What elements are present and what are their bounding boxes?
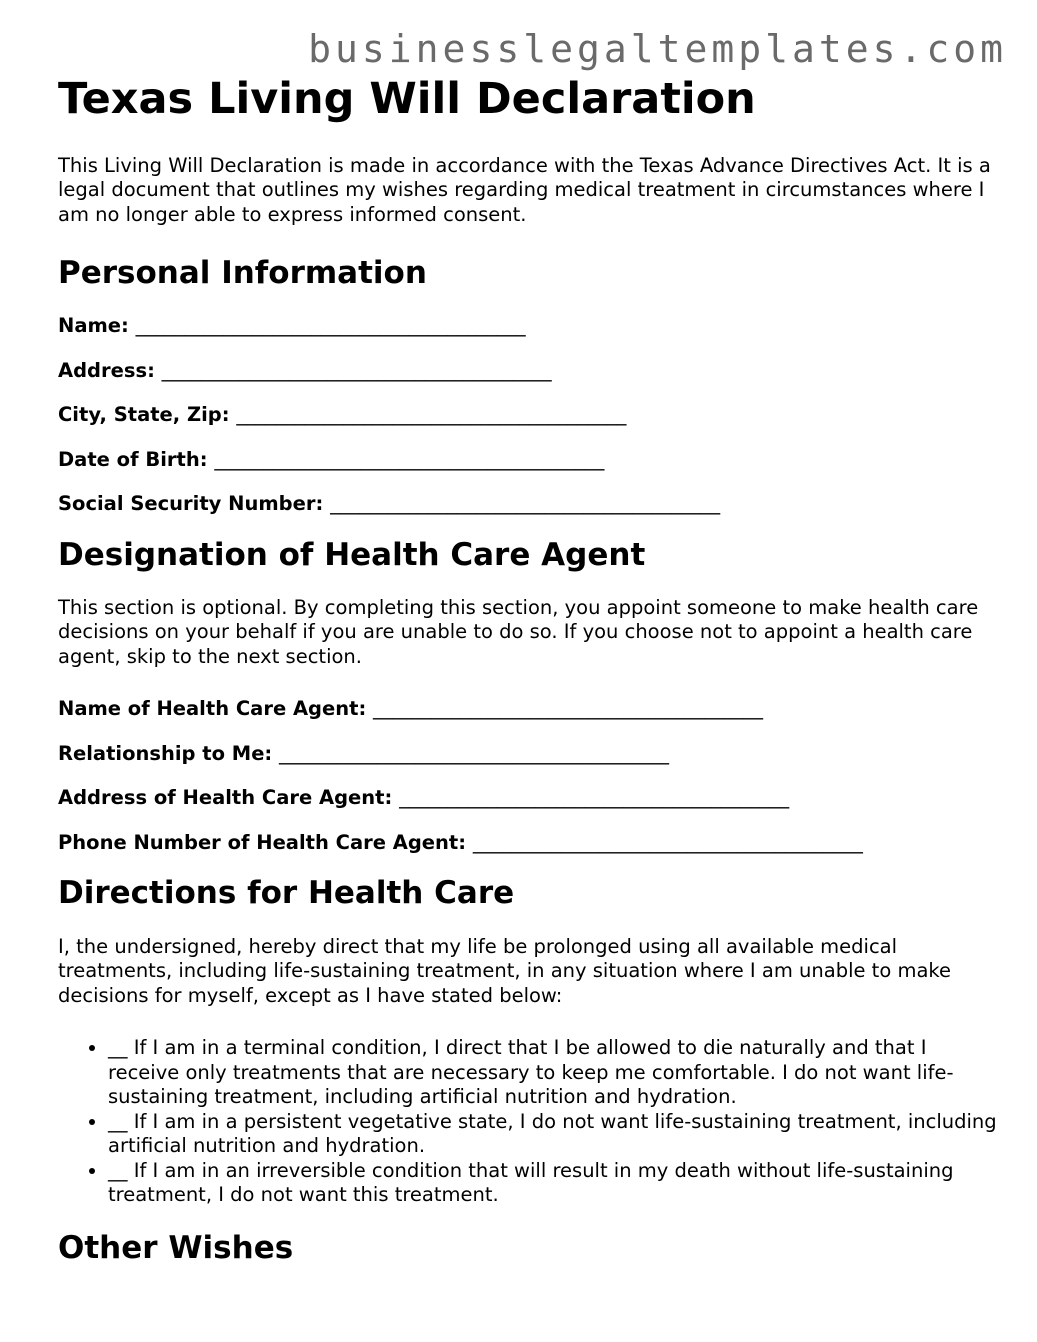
name-field[interactable] [58, 314, 998, 338]
personal-information-heading: Personal Information [58, 255, 427, 292]
agent-phone-field[interactable] [58, 831, 998, 855]
field-label: Address: [58, 358, 155, 382]
field-label: Name: [58, 314, 129, 338]
field-label: City, State, Zip: [58, 403, 230, 427]
directions-heading: Directions for Health Care [58, 875, 515, 912]
document-page [58, 74, 998, 1289]
field-label: Relationship to Me: [58, 741, 273, 765]
watermark: businesslegaltemplates.com [308, 27, 1007, 71]
agent-address-field[interactable] [58, 786, 998, 810]
field-blank[interactable]: ________________________________________ [214, 447, 605, 471]
field-label: Date of Birth: [58, 447, 208, 471]
field-blank[interactable]: ________________________________________ [236, 403, 627, 427]
field-label: Social Security Number: [58, 492, 324, 516]
address-field[interactable] [58, 359, 998, 383]
directions-description: I, the undersigned, hereby direct that my life be prolonged using all available medical treatments, including life-sustaining treatment, in any situation where I am unable to make decisions for myself, except as I have stated below: [58, 934, 952, 1007]
directions-option[interactable]: • __ If I am in a persistent vegetative state, I do not want life-sustaining treatment, including artificial nutrition and hydration. [108, 1110, 998, 1159]
field-blank[interactable]: ________________________________________ [330, 492, 721, 516]
field-blank[interactable]: ________________________________________ [399, 786, 790, 810]
intro-paragraph: This Living Will Declaration is made in accordance with the Texas Advance Directives Act. It is a legal document that outlines my wishes regarding medical treatment in circumstances where I am no longer able to express informed consent. [58, 153, 991, 226]
field-blank[interactable]: ________________________________________ [135, 314, 526, 338]
directions-section [58, 875, 998, 1207]
field-label: Phone Number of Health Care Agent: [58, 830, 467, 854]
document-title: Texas Living Will Declaration [58, 74, 756, 124]
field-blank[interactable]: ________________________________________ [472, 830, 863, 854]
field-label: Name of Health Care Agent: [58, 697, 367, 721]
city-state-zip-field[interactable] [58, 403, 998, 427]
agent-description: This section is optional. By completing this section, you appoint someone to make health care decisions on your behalf if you are unable to do so. If you choose not to appoint a health care agent, skip to the next section. [58, 595, 979, 668]
field-blank[interactable]: ________________________________________ [279, 741, 670, 765]
directions-option[interactable]: • __ If I am in a terminal condition, I direct that I be allowed to die naturally and that I receive only treatments that are necessary to keep me comfortable. I do not want life-sustaining treatment, including artificial nutrition and hydration. [108, 1036, 998, 1110]
field-blank[interactable]: ________________________________________ [373, 697, 764, 721]
directions-options-list [58, 1036, 998, 1208]
ssn-field[interactable] [58, 492, 998, 516]
other-wishes-heading: Other Wishes [58, 1229, 294, 1266]
directions-option[interactable]: • __ If I am in an irreversible condition that will result in my death without life-sustaining treatment, I do not want this treatment. [108, 1159, 998, 1208]
agent-relationship-field[interactable] [58, 742, 998, 766]
field-blank[interactable]: ________________________________________ [161, 358, 552, 382]
health-care-agent-section [58, 537, 998, 855]
date-of-birth-field[interactable] [58, 448, 998, 472]
field-label: Address of Health Care Agent: [58, 786, 393, 810]
agent-name-field[interactable] [58, 697, 998, 721]
personal-information-section [58, 255, 998, 516]
other-wishes-section [58, 1230, 998, 1267]
health-care-agent-heading: Designation of Health Care Agent [58, 536, 646, 573]
